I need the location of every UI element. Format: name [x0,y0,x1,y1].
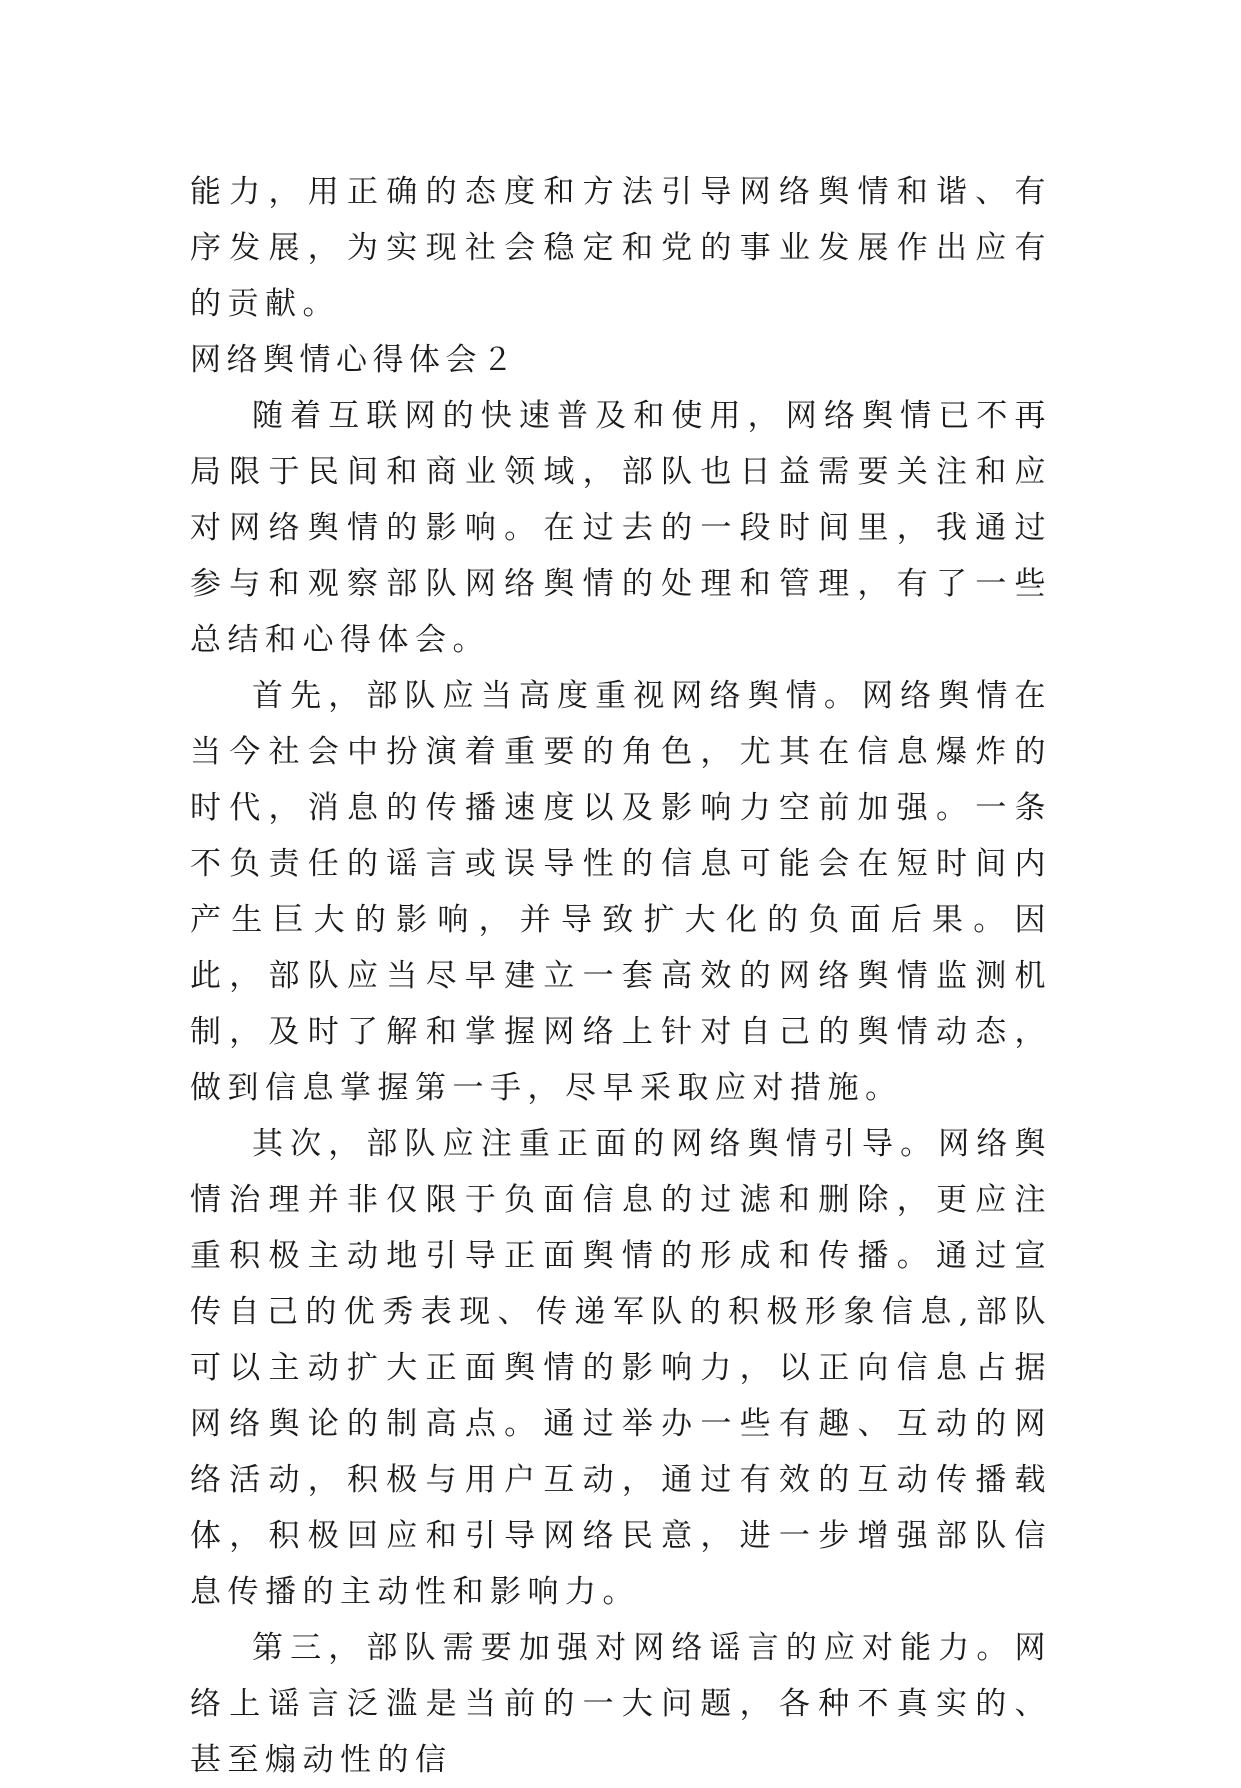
body-paragraph: 随着互联网的快速普及和使用，网络舆情已不再局限于民间和商业领域，部队也日益需要关注和应对网络舆情的影响。在过去的一段时间里，我通过参与和观察部队网络舆情的处理和管理，有了一些总结和心得体会。 [190,398,1052,658]
document-body [190,164,1052,1788]
body-paragraph: 第三，部队需要加强对网络谣言的应对能力。网络上谣言泛滥是当前的一大问题，各种不真实的、甚至煽动性的信 [190,1630,1052,1778]
body-paragraph: 其次，部队应注重正面的网络舆情引导。网络舆情治理并非仅限于负面信息的过滤和删除，更应注重积极主动地引导正面舆情的形成和传播。通过宣传自己的优秀表现、传递军队的积极形象信息,部队可以主动扩大正面舆情的影响力，以正向信息占据网络舆论的制高点。通过举办一些有趣、互动的网络活动，积极与用户互动，通过有效的互动传播载体，积极回应和引导网络民意，进一步增强部队信息传播的主动性和影响力。 [190,1126,1052,1610]
body-paragraph: 首先，部队应当高度重视网络舆情。网络舆情在当今社会中扮演着重要的角色，尤其在信息爆炸的时代，消息的传播速度以及影响力空前加强。一条不负责任的谣言或误导性的信息可能会在短时间内产生巨大的影响，并导致扩大化的负面后果。因此，部队应当尽早建立一套高效的网络舆情监测机制，及时了解和掌握网络上针对自己的舆情动态，做到信息掌握第一手，尽早采取应对措施。 [190,678,1052,1106]
section-heading: 网络舆情心得体会２ [190,342,519,378]
intro-paragraph: 能力，用正确的态度和方法引导网络舆情和谐、有序发展，为实现社会稳定和党的事业发展作出应有的贡献。 [190,174,1052,322]
